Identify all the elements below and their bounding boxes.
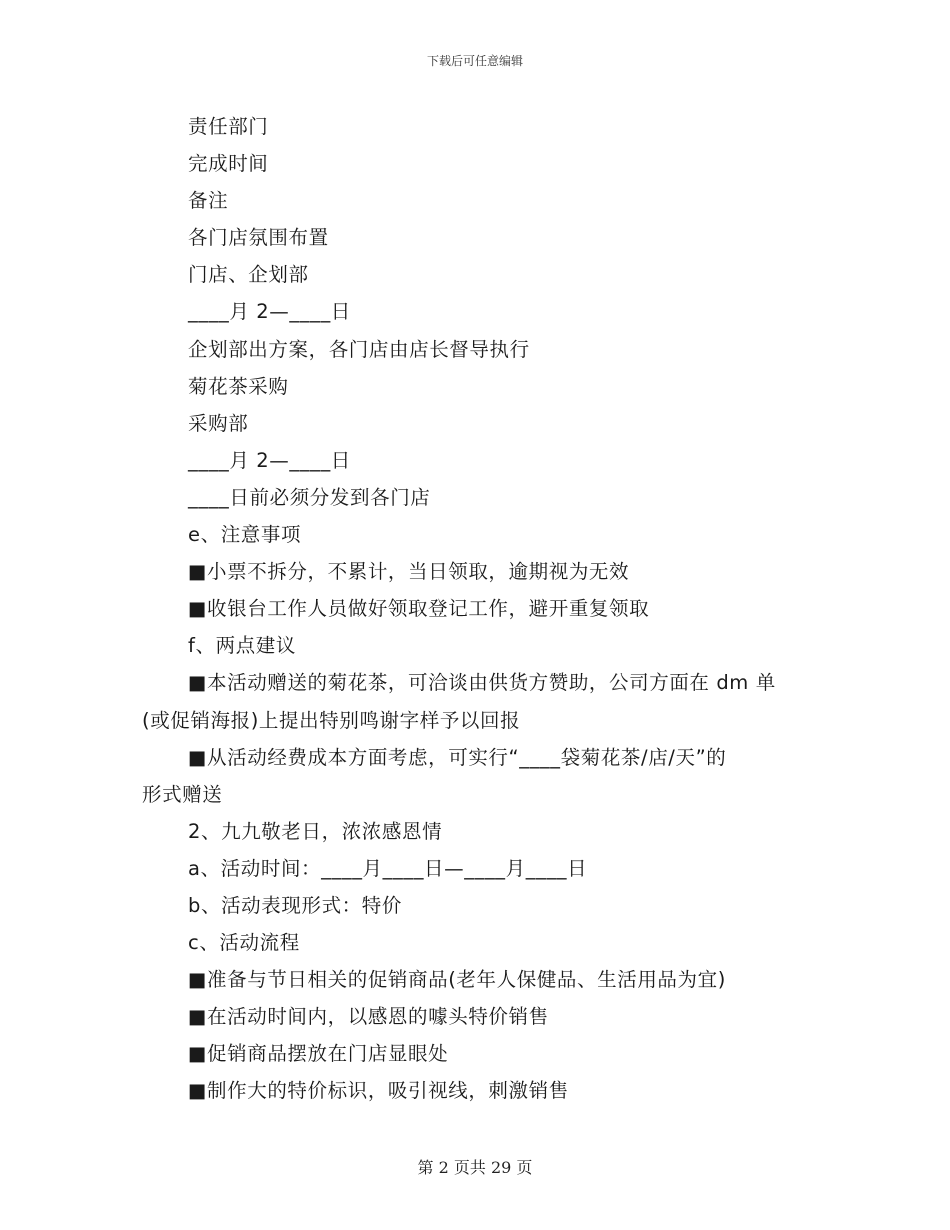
text-line: ■本活动赠送的菊花茶，可洽谈由供货方赞助，公司方面在 dm 单 [188, 671, 776, 695]
text-line: ____月 2—____日 [188, 300, 351, 324]
text-line: 完成时间 [188, 152, 269, 176]
text-line: 责任部门 [188, 115, 269, 138]
text-line: ■制作大的特价标识，吸引视线，刺激销售 [188, 1079, 569, 1103]
text-line: 形式赠送 [142, 782, 223, 806]
text-line: 各门店氛围布置 [188, 226, 329, 250]
text-line: 采购部 [188, 411, 249, 435]
text-line: ■准备与节日相关的促销商品(老年人保健品、生活用品为宜) [188, 968, 726, 992]
text-line: ■小票不拆分，不累计，当日领取，逾期视为无效 [188, 560, 630, 584]
text-line: ■促销商品摆放在门店显眼处 [188, 1042, 449, 1066]
section-heading: 2、九九敬老日，浓浓感恩情 [188, 819, 443, 843]
page-footer: 第 2 页共 29 页 [417, 1158, 533, 1177]
text-line: 企划部出方案，各门店由店长督导执行 [188, 337, 530, 361]
text-line: 备注 [188, 189, 229, 213]
text-line: (或促销海报)上提出特别鸣谢字样予以回报 [142, 708, 521, 732]
text-line: ■从活动经费成本方面考虑，可实行“____袋菊花茶/店/天”的 [188, 745, 727, 769]
text-line: ____月 2—____日 [188, 448, 351, 472]
document-body [142, 108, 812, 1110]
text-line: c、活动流程 [188, 931, 300, 955]
text-line: ■收银台工作人员做好领取登记工作，避开重复领取 [188, 597, 650, 621]
text-line: 门店、企划部 [188, 263, 309, 287]
text-line: e、注意事项 [188, 523, 302, 547]
text-line: 菊花茶采购 [188, 374, 289, 398]
page-header: 下载后可任意编辑 [426, 54, 523, 68]
text-line: f、两点建议 [188, 634, 296, 658]
text-line: b、活动表现形式：特价 [188, 893, 402, 917]
text-line: a、活动时间：____月____日—____月____日 [188, 856, 588, 880]
text-line: ■在活动时间内，以感恩的噱头特价销售 [188, 1005, 549, 1029]
text-line: ____日前必须分发到各门店 [188, 485, 431, 509]
